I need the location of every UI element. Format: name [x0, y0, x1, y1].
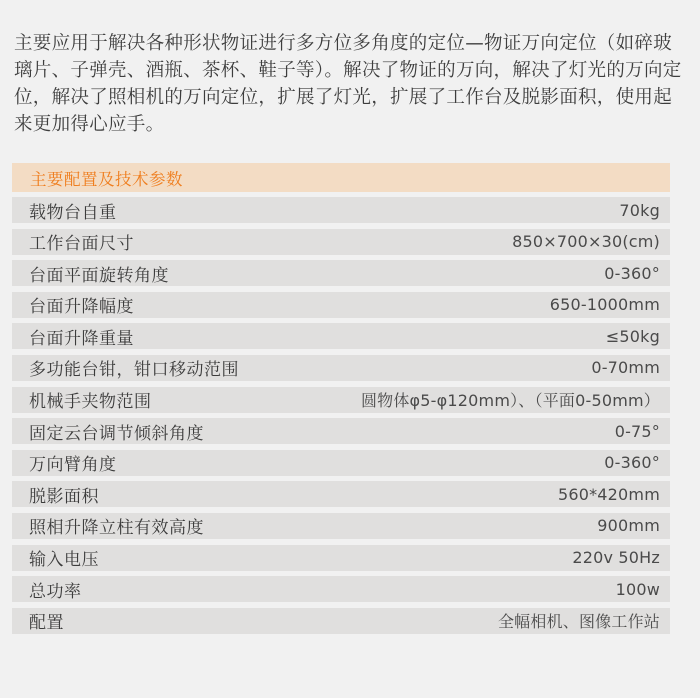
spec-label: 万向臂角度 [29, 455, 117, 476]
spec-row [12, 260, 670, 286]
spec-label: 机械手夹物范围 [29, 392, 152, 413]
spec-table-header: 主要配置及技术参数 [12, 163, 670, 192]
spec-value: 圆物体φ5-φ120mm）、（平面0-50mm） [360, 391, 660, 411]
spec-label: 输入电压 [29, 550, 99, 571]
spec-row [12, 418, 670, 444]
spec-row [12, 387, 670, 413]
spec-value: 220v 50Hz [572, 548, 660, 568]
spec-label: 多功能台钳，钳口移动范围 [29, 360, 239, 381]
spec-row [12, 355, 670, 381]
spec-row [12, 292, 670, 318]
spec-row [12, 323, 670, 349]
spec-row [12, 608, 670, 634]
spec-row [12, 576, 670, 602]
spec-value: 650-1000mm [549, 295, 660, 315]
spec-row [12, 229, 670, 255]
spec-label: 总功率 [29, 581, 82, 602]
spec-label: 台面平面旋转角度 [29, 265, 169, 286]
spec-value: 0-75° [614, 421, 660, 441]
spec-value: 0-70mm [591, 358, 660, 378]
spec-value: 0-360° [604, 263, 660, 283]
spec-value: 900mm [597, 516, 660, 536]
spec-label: 配置 [29, 613, 64, 634]
spec-value: 全幅相机、图像工作站 [497, 612, 660, 632]
intro-paragraph: 主要应用于解决各种形状物证进行多方位多角度的定位—物证万向定位（如碎玻璃片、子弹壳、酒瓶、茶杯、鞋子等）。解决了物证的万向，解决了灯光的万向定位，解决了照相机的万向定位，扩展了灯光，扩展了工作台及脱影面积，使用起来更加得心应手。 [14, 33, 682, 135]
spec-value: 850×700×30(cm) [512, 232, 660, 252]
spec-row [12, 481, 670, 507]
spec-label: 脱影面积 [29, 486, 99, 507]
spec-label: 照相升降立柱有效高度 [29, 518, 204, 539]
spec-value: ≤50kg [605, 326, 660, 346]
spec-label: 台面升降幅度 [29, 297, 134, 318]
spec-label: 台面升降重量 [29, 328, 134, 349]
spec-value: 70kg [619, 200, 660, 220]
spec-row [12, 197, 670, 223]
spec-label: 工作台面尺寸 [29, 234, 134, 255]
spec-label: 固定云台调节倾斜角度 [29, 423, 204, 444]
spec-value: 560*420mm [557, 484, 660, 504]
spec-label: 载物台自重 [29, 202, 117, 223]
spec-row [12, 545, 670, 571]
spec-value: 100w [615, 579, 660, 599]
spec-table [12, 163, 670, 639]
spec-row [12, 513, 670, 539]
spec-value: 0-360° [604, 453, 660, 473]
spec-row [12, 450, 670, 476]
